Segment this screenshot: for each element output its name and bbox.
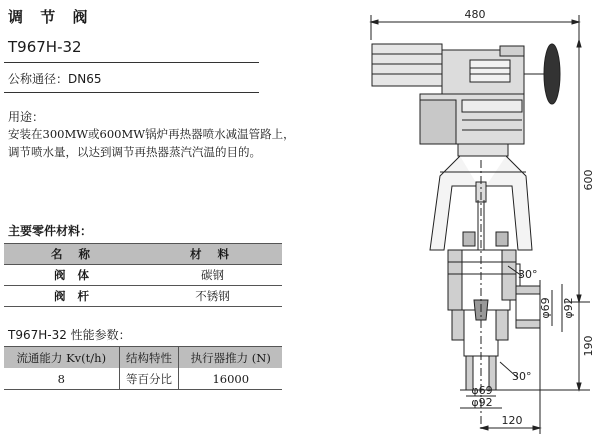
dim-d1-label: φ69 <box>539 297 552 319</box>
arrowhead <box>577 40 581 47</box>
actuator-block <box>420 100 456 144</box>
yoke-nut <box>463 232 475 246</box>
dim-offset-label: 120 <box>501 414 523 427</box>
dim-d2-label: φ92 <box>562 297 575 319</box>
dim-width-label: 480 <box>464 8 486 21</box>
performance-heading: T967H-32 性能参数： <box>8 328 131 342</box>
table-header-cell: 结构特性 <box>119 347 179 369</box>
nominal-label: 公称通径： <box>8 72 69 86</box>
dim-lower-height-label: 190 <box>582 335 595 357</box>
model-number: T967H-32 <box>8 38 82 56</box>
table-header-cell: 材 料 <box>143 244 282 265</box>
table-cell: 碳钢 <box>201 268 224 282</box>
table-header-cell: 执行器推力 (N) <box>179 347 282 369</box>
nominal-value: DN65 <box>68 72 102 86</box>
yoke-nut <box>496 232 508 246</box>
body-wall-hatch <box>452 310 464 340</box>
arrowhead <box>577 383 581 390</box>
angle-lower-label: 30° <box>512 370 532 383</box>
table-cell: 阀 体 <box>53 268 93 282</box>
usage-text: 安装在300MW或600MW锅炉再热器喷水减温管路上，调节喷水量，以达到调节再热器蒸汽汽温的目的。 <box>8 127 295 159</box>
body-wall-hatch <box>448 250 462 310</box>
outlet-wall <box>516 286 540 294</box>
table-header-cell: 名 称 <box>4 244 143 265</box>
table-cell: 等百分比 <box>119 368 179 390</box>
table-cell: 16000 <box>179 368 282 390</box>
table-cell: 阀 杆 <box>53 289 93 303</box>
handwheel <box>544 44 560 104</box>
dim-d4-label: φ92 <box>471 396 493 409</box>
actuator-block <box>462 100 522 112</box>
outlet-wall <box>516 320 540 328</box>
body-wall-hatch <box>496 310 508 340</box>
arrowhead <box>577 295 581 302</box>
table-header-cell: 流通能力 Kv(t/h) <box>4 347 119 369</box>
angle-upper-label: 30° <box>518 268 538 281</box>
arrowhead <box>572 20 579 24</box>
yoke-right <box>486 156 532 250</box>
body-wall-hatch <box>502 250 516 300</box>
actuator-motor <box>372 44 442 86</box>
actuator-cap <box>500 46 524 56</box>
usage-heading: 用途： <box>8 110 45 124</box>
arrowhead <box>533 426 540 430</box>
page-title: 调 节 阀 <box>8 8 94 26</box>
actuator-flange <box>458 144 508 156</box>
actuator-cover <box>470 60 510 82</box>
arrowhead <box>371 20 378 24</box>
arrowhead <box>481 426 488 430</box>
dim-d3-label: φ69 <box>471 384 493 397</box>
materials-heading: 主要零件材料： <box>8 224 93 238</box>
table-cell: 不锈钢 <box>195 289 230 303</box>
dim-height-label: 600 <box>582 169 595 191</box>
table-cell: 8 <box>57 371 65 386</box>
